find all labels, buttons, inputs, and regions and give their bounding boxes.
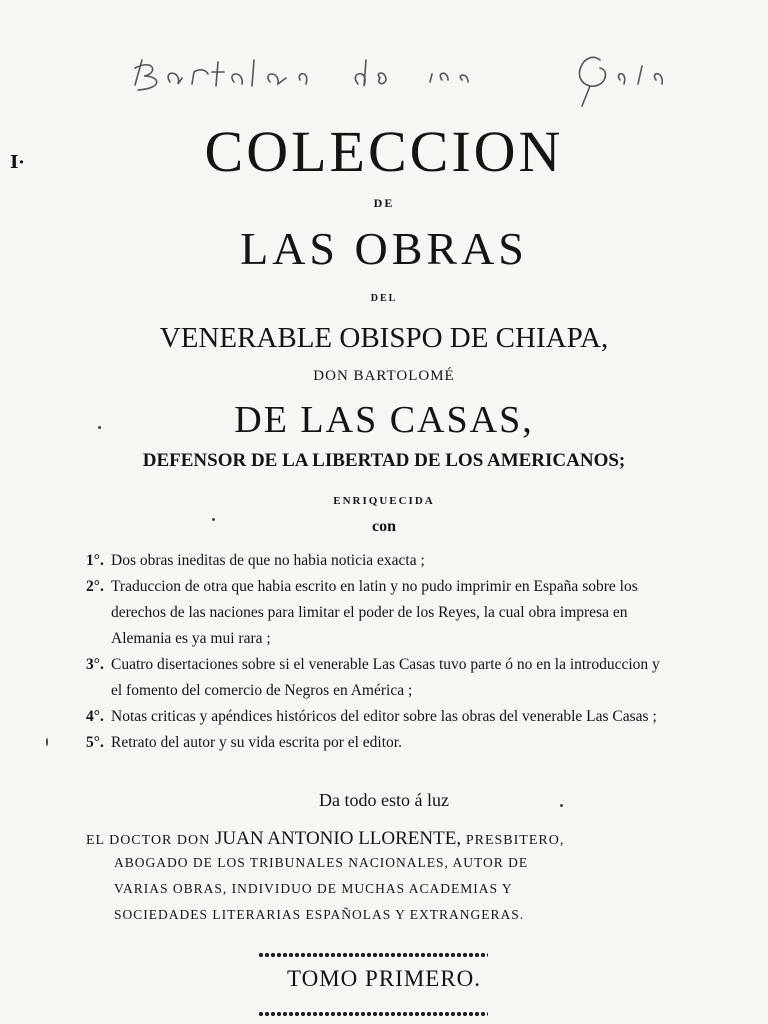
list-item — [86, 652, 666, 704]
list-item — [86, 730, 666, 756]
author-prefix: EL DOCTOR DON — [86, 833, 211, 848]
author-credentials-1: ABOGADO DE LOS TRIBUNALES NACIONALES, AUTOR DE — [114, 855, 529, 870]
volume-label: TOMO PRIMERO. — [286, 966, 482, 991]
ornamental-rule — [258, 951, 488, 959]
author-line — [86, 828, 666, 850]
handwritten-signature — [130, 40, 690, 110]
title-venerable-obispo: VENERABLE OBISPO DE CHIAPA, — [159, 322, 609, 354]
list-item-number: 2°. — [86, 578, 104, 595]
title-del: DEL — [370, 293, 398, 304]
contents-list — [86, 548, 666, 756]
list-item-text: Traduccion de otra que habia escrito en latin y no pudo imprimir en España sobre los derechos de las naciones para limitar el poder de los Reyes, la cual obra impresa en Alemania es ya mui rara ; — [111, 578, 638, 647]
author-credentials-3: SOCIEDADES LITERARIAS ESPAÑOLAS Y EXTRANGERAS. — [114, 907, 525, 922]
title-defensor: DEFENSOR DE LA LIBERTAD DE LOS AMERICANOS; — [142, 450, 626, 471]
list-item-number: 3°. — [86, 656, 104, 673]
list-item-text: Dos obras ineditas de que no habia noticia exacta ; — [111, 552, 425, 569]
author-title: PRESBITERO, — [465, 833, 565, 848]
list-item-text: Notas criticas y apéndices históricos del editor sobre las obras del venerable Las Casas ; — [111, 708, 657, 725]
title-las-obras: LAS OBRAS — [240, 223, 528, 274]
list-item-text: Cuatro disertaciones sobre si el venerable Las Casas tuvo parte ó no en la introduccion y el fomento del comercio de Negros en América ; — [111, 656, 660, 699]
title-con: con — [372, 518, 396, 535]
list-item — [86, 548, 666, 574]
ornamental-rule — [258, 1010, 488, 1018]
title-enriquecida: ENRIQUECIDA — [333, 495, 435, 507]
margin-dot — [46, 738, 48, 746]
author-name: JUAN ANTONIO LLORENTE, — [214, 828, 462, 849]
list-item — [86, 704, 666, 730]
author-block — [86, 828, 666, 928]
list-item-text: Retrato del autor y su vida escrita por el editor. — [111, 734, 402, 751]
author-credentials-2: VARIAS OBRAS, INDIVIDUO DE MUCHAS ACADEMIAS Y — [114, 881, 513, 896]
title-de: DE — [373, 196, 395, 210]
list-item — [86, 574, 666, 652]
title-don-bartolome: DON BARTOLOMÉ — [313, 368, 455, 384]
list-item-number: 4°. — [86, 708, 104, 725]
title-coleccion: COLECCION — [204, 119, 564, 184]
title-de-las-casas: DE LAS CASAS, — [234, 399, 534, 441]
list-item-number: 1°. — [86, 552, 104, 569]
list-item-number: 5°. — [86, 734, 104, 751]
margin-mark: I· — [10, 152, 25, 173]
publisher-intro: Da todo esto á luz — [319, 790, 449, 810]
